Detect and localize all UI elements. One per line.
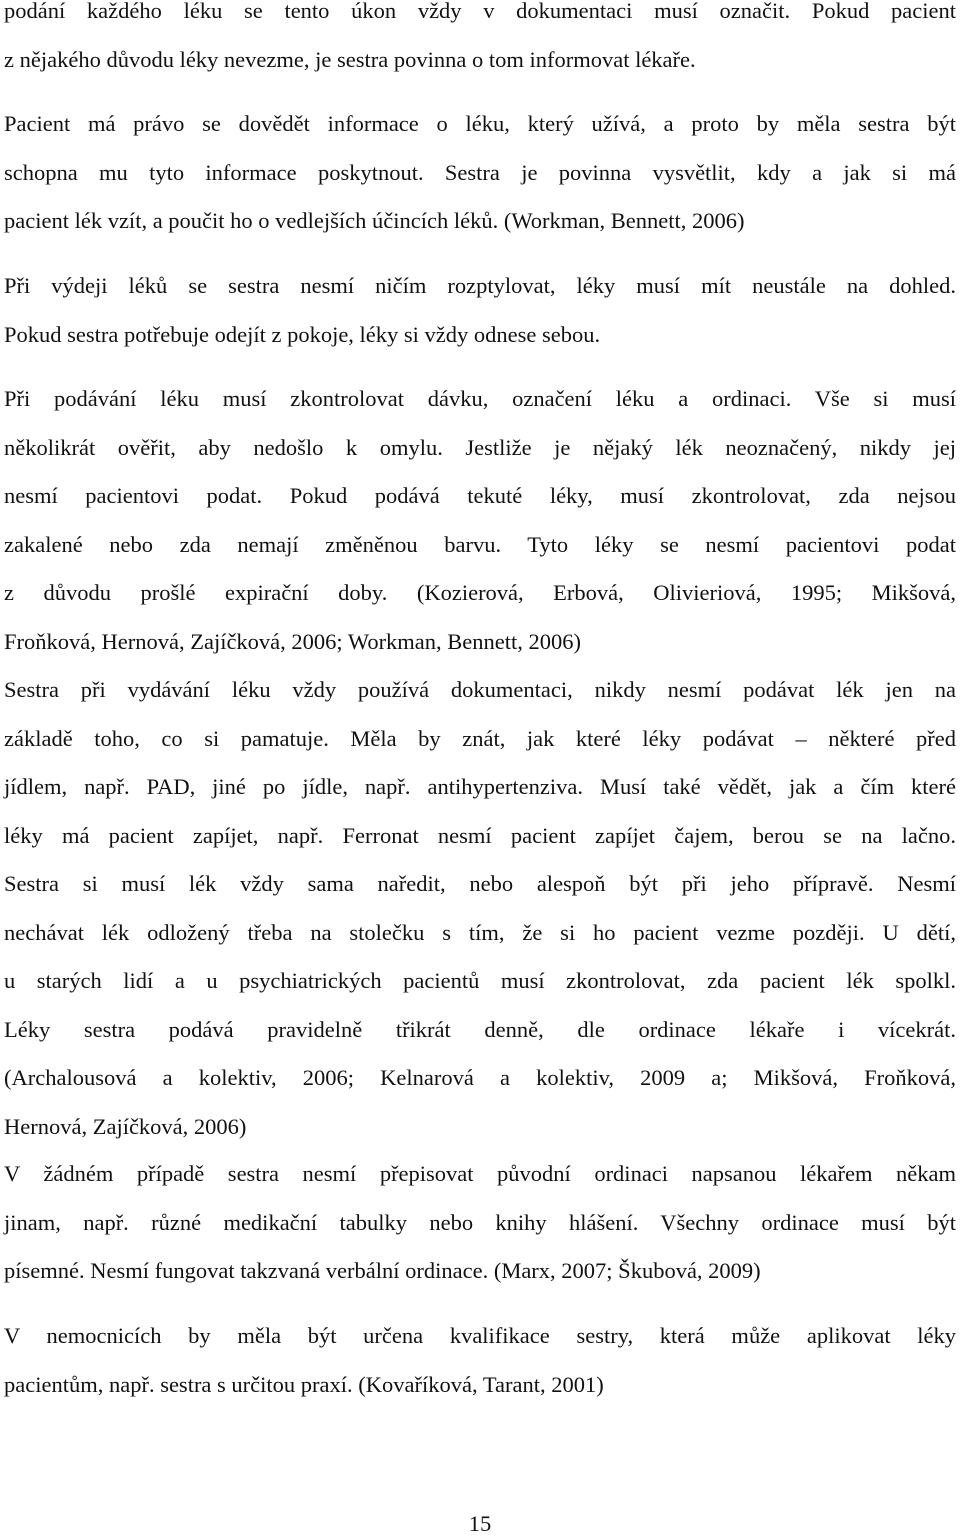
text-line: léky má pacient zapíjet, např. Ferronat nesmí pacient zapíjet čajem, berou se na lačno.	[4, 822, 956, 848]
paragraph-1	[4, 0, 956, 84]
text-line: Léky sestra podává pravidelně třikrát denně, dle ordinace lékaře i vícekrát.	[4, 1016, 956, 1042]
text-line: (Archalousová a kolektiv, 2006; Kelnarová a kolektiv, 2009 a; Mikšová, Froňková,	[4, 1065, 956, 1090]
paragraph-5	[4, 666, 956, 1151]
text-line: Pacient má právo se dovědět informace o léku, který užívá, a proto by měla sestra být	[4, 111, 956, 136]
page-number: 15	[468, 1511, 492, 1536]
text-line: několikrát ověřit, aby nedošlo k omylu. Jestliže je nějaký lék neoznačený, nikdy jej	[4, 434, 956, 460]
text-line: z důvodu prošlé expirační doby. (Kozierová, Erbová, Olivieriová, 1995; Mikšová,	[4, 580, 956, 605]
text-line: zakalené nebo zda nemají změněnou barvu. Tyto léky se nesmí pacientovi podat	[4, 531, 956, 557]
paragraph-7	[4, 1312, 956, 1409]
text-line: Froňková, Hernová, Zajíčková, 2006; Workman, Bennett, 2006)	[4, 628, 582, 654]
text-line: Sestra při vydávání léku vždy používá dokumentaci, nikdy nesmí podávat lék jen na	[4, 677, 956, 702]
text-line: Při podávání léku musí zkontrolovat dávku, označení léku a ordinaci. Vše si musí	[4, 386, 956, 411]
text-line: jinam, např. různé medikační tabulky nebo knihy hlášení. Všechny ordinace musí být	[4, 1209, 956, 1235]
text-line: Sestra si musí lék vždy sama naředit, nebo alespoň být při jeho přípravě. Nesmí	[4, 871, 956, 896]
text-line: nechávat lék odložený třeba na stolečku s tím, že si ho pacient vezme později. U dětí,	[4, 919, 956, 945]
paragraph-6	[4, 1150, 956, 1296]
paragraph-2	[4, 100, 956, 246]
paragraph-3	[4, 262, 956, 359]
text-line: Při výdeji léků se sestra nesmí ničím rozptylovat, léky musí mít neustále na dohled.	[4, 273, 956, 298]
text-line: z nějakého důvodu léky nevezme, je sestra povinna o tom informovat lékaře.	[4, 46, 696, 72]
text-line: pacientům, např. sestra s určitou praxí. (Kovaříková, Tarant, 2001)	[4, 1371, 604, 1397]
text-line: podání každého léku se tento úkon vždy v dokumentaci musí označit. Pokud pacient	[4, 0, 956, 23]
text-line: pacient lék vzít, a poučit ho o vedlejších účincích léků. (Workman, Bennett, 2006)	[4, 208, 745, 233]
text-line: V žádném případě sestra nesmí přepisovat původní ordinaci napsanou lékařem někam	[4, 1161, 956, 1186]
text-line: písemné. Nesmí fungovat takzvaná verbální ordinace. (Marx, 2007; Škubová, 2009)	[4, 1258, 761, 1283]
text-line: Pokud sestra potřebuje odejít z pokoje, léky si vždy odnese sebou.	[4, 321, 601, 347]
text-line: základě toho, co si pamatuje. Měla by znát, jak které léky podávat – některé před	[4, 725, 956, 751]
paragraph-4	[4, 375, 956, 666]
text-line: V nemocnicích by měla být určena kvalifikace sestry, která může aplikovat léky	[4, 1323, 956, 1348]
text-line: u starých lidí a u psychiatrických pacientů musí zkontrolovat, zda pacient lék spolkl.	[4, 968, 956, 993]
text-line: jídlem, např. PAD, jiné po jídle, např. antihypertenziva. Musí také vědět, jak a čím které	[4, 774, 956, 799]
text-line: schopna mu tyto informace poskytnout. Sestra je povinna vysvětlit, kdy a jak si má	[4, 159, 956, 185]
text-line: Hernová, Zajíčková, 2006)	[4, 1113, 247, 1139]
text-line: nesmí pacientovi podat. Pokud podává tekuté léky, musí zkontrolovat, zda nejsou	[4, 483, 956, 508]
